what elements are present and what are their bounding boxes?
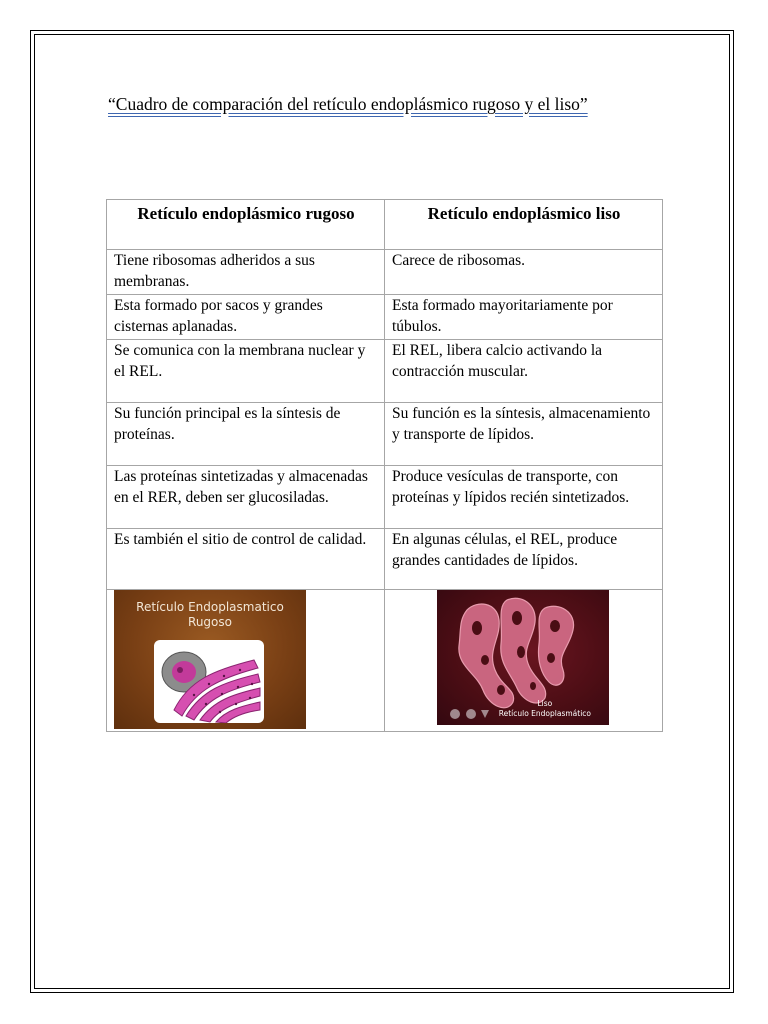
table-row bbox=[107, 403, 663, 466]
cell-rough: Las proteínas sintetizadas y almacenadas en el RER, deben ser glucosiladas. bbox=[107, 466, 385, 529]
cell-smooth: Produce vesículas de transporte, con proteínas y lípidos recién sintetizados. bbox=[385, 466, 663, 529]
image-row bbox=[107, 590, 663, 732]
smooth-er-image bbox=[437, 590, 609, 725]
cell-smooth: Su función es la síntesis, almacenamiento y transporte de lípidos. bbox=[385, 403, 663, 466]
document-title: “Cuadro de comparación del retículo endoplásmico rugoso y el liso” bbox=[108, 94, 588, 114]
comparison-table bbox=[106, 199, 663, 732]
cell-rough: Esta formado por sacos y grandes cisternas aplanadas. bbox=[107, 295, 385, 340]
image-cell-rough bbox=[107, 590, 385, 732]
cell-smooth: Carece de ribosomas. bbox=[385, 250, 663, 295]
image-cell-smooth bbox=[385, 590, 663, 732]
cell-smooth: Esta formado mayoritariamente por túbulos. bbox=[385, 295, 663, 340]
header-smooth: Retículo endoplásmico liso bbox=[385, 200, 663, 250]
logo-icons bbox=[450, 709, 489, 719]
rough-er-image-caption: Retículo Endoplasmatico Rugoso bbox=[136, 600, 284, 629]
cell-rough: Se comunica con la membrana nuclear y el REL. bbox=[107, 340, 385, 403]
rough-er-illustration bbox=[154, 640, 264, 723]
cell-smooth: El REL, libera calcio activando la contracción muscular. bbox=[385, 340, 663, 403]
table-row bbox=[107, 250, 663, 295]
table-row bbox=[107, 466, 663, 529]
table-row bbox=[107, 529, 663, 590]
rough-er-illustration-card bbox=[154, 640, 264, 723]
cell-smooth: En algunas células, el REL, produce grandes cantidades de lípidos. bbox=[385, 529, 663, 590]
table-row bbox=[107, 340, 663, 403]
rough-er-image bbox=[114, 590, 306, 729]
cell-rough: Es también el sitio de control de calidad. bbox=[107, 529, 385, 590]
cell-rough: Su función principal es la síntesis de proteínas. bbox=[107, 403, 385, 466]
header-rough: Retículo endoplásmico rugoso bbox=[107, 200, 385, 250]
table-row bbox=[107, 295, 663, 340]
smooth-er-image-caption: Liso Retículo Endoplasmático bbox=[498, 699, 591, 718]
table-header-row bbox=[107, 200, 663, 250]
cell-rough: Tiene ribosomas adheridos a sus membranas. bbox=[107, 250, 385, 295]
